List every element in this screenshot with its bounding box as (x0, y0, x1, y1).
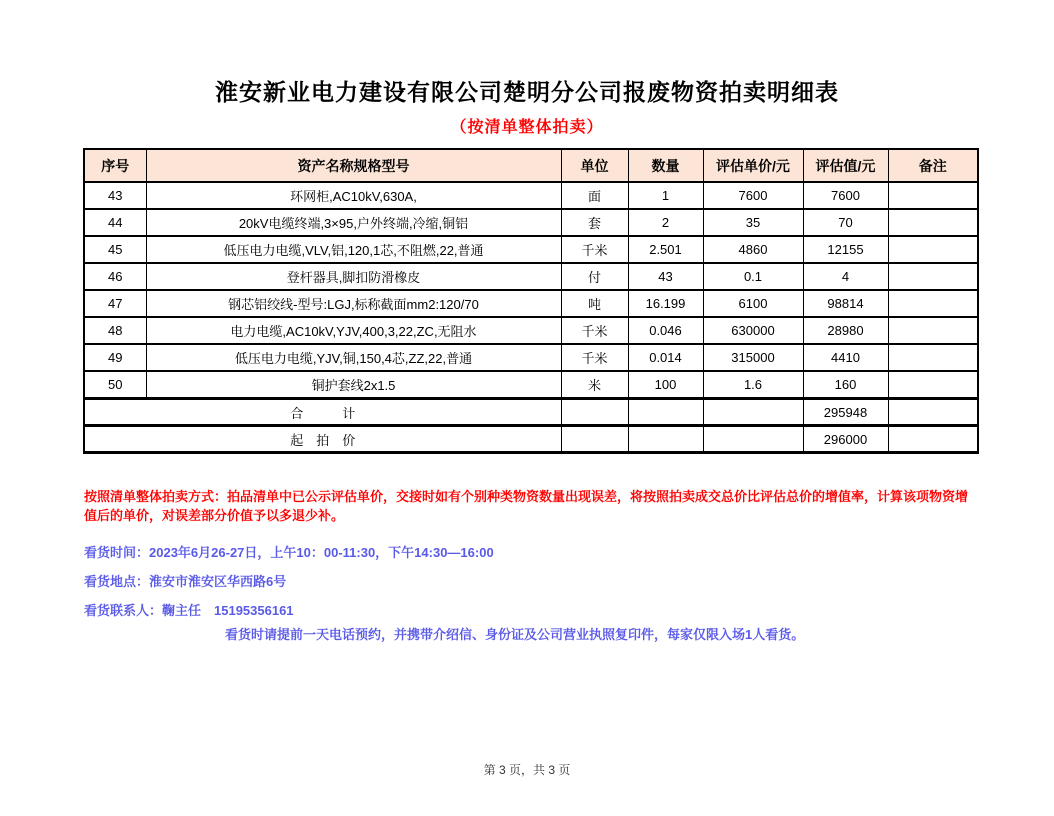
cell-unit: 千米 (561, 236, 628, 263)
cell-name: 环网柜,AC10kV,630A, (146, 182, 561, 209)
cell-no: 48 (84, 317, 146, 344)
cell-qty: 100 (628, 371, 703, 399)
cell-unit: 套 (561, 209, 628, 236)
start-price-row (84, 426, 978, 453)
cell-note (888, 182, 978, 209)
cell-price: 630000 (703, 317, 803, 344)
cell-note (888, 317, 978, 344)
cell-note (888, 263, 978, 290)
cell-note (888, 290, 978, 317)
header-qty: 数量 (628, 149, 703, 182)
cell-value: 4 (803, 263, 888, 290)
cell-no: 44 (84, 209, 146, 236)
cell-no: 46 (84, 263, 146, 290)
cell-qty: 0.014 (628, 344, 703, 371)
cell-name: 铜护套线2x1.5 (146, 371, 561, 399)
view-place-line: 看货地点：淮安市淮安区华西路6号 (84, 574, 287, 589)
cell-value: 28980 (803, 317, 888, 344)
page-title: 淮安新业电力建设有限公司楚明分公司报废物资拍卖明细表 (215, 79, 839, 105)
cell-qty: 2 (628, 209, 703, 236)
cell-price: 0.1 (703, 263, 803, 290)
table-row (84, 236, 978, 263)
cell-empty (628, 399, 703, 426)
table-row (84, 209, 978, 236)
table-row (84, 317, 978, 344)
cell-no: 50 (84, 371, 146, 399)
header-value: 评估值/元 (803, 149, 888, 182)
cell-empty (628, 426, 703, 453)
cell-price: 35 (703, 209, 803, 236)
cell-price: 1.6 (703, 371, 803, 399)
cell-note (888, 236, 978, 263)
cell-name: 低压电力电缆,VLV,铝,120,1芯,不阻燃,22,普通 (146, 236, 561, 263)
auction-rule-note: 按照清单整体拍卖方式：拍品清单中已公示评估单价，交接时如有个别种类物资数量出现误差，将按照拍卖成交总价比评估总价的增值率，计算该项物资增值后的单价，对误差部分价值予以多退少补。 (84, 489, 969, 523)
cell-no: 45 (84, 236, 146, 263)
header-note: 备注 (888, 149, 978, 182)
cell-empty (703, 399, 803, 426)
cell-no: 43 (84, 182, 146, 209)
auction-table (83, 148, 979, 454)
appointment-note: 看货时请提前一天电话预约，并携带介绍信、身份证及公司营业执照复印件，每家仅限入场1人看货。 (225, 627, 805, 642)
header-price: 评估单价/元 (703, 149, 803, 182)
cell-note (888, 344, 978, 371)
cell-unit: 面 (561, 182, 628, 209)
cell-qty: 2.501 (628, 236, 703, 263)
view-contact-line: 看货联系人：鞠主任 15195356161 (84, 603, 294, 618)
cell-price: 6100 (703, 290, 803, 317)
cell-no: 49 (84, 344, 146, 371)
cell-no: 47 (84, 290, 146, 317)
header-unit: 单位 (561, 149, 628, 182)
cell-unit: 米 (561, 371, 628, 399)
cell-value: 160 (803, 371, 888, 399)
cell-name: 电力电缆,AC10kV,YJV,400,3,22,ZC,无阻水 (146, 317, 561, 344)
start-price-label: 起 拍 价 (84, 426, 561, 453)
cell-note (888, 371, 978, 399)
cell-qty: 16.199 (628, 290, 703, 317)
cell-unit: 千米 (561, 317, 628, 344)
view-time-line: 看货时间：2023年6月26-27日，上午10：00-11:30，下午14:30—16:00 (84, 545, 494, 560)
cell-price: 7600 (703, 182, 803, 209)
cell-name: 20kV电缆终端,3×95,户外终端,冷缩,铜铝 (146, 209, 561, 236)
cell-price: 4860 (703, 236, 803, 263)
cell-qty: 0.046 (628, 317, 703, 344)
header-no: 序号 (84, 149, 146, 182)
total-label: 合 计 (84, 399, 561, 426)
table-header-row (84, 149, 978, 182)
cell-value: 4410 (803, 344, 888, 371)
cell-name: 钢芯铝绞线-型号:LGJ,标称截面mm2:120/70 (146, 290, 561, 317)
cell-value: 98814 (803, 290, 888, 317)
cell-empty (888, 399, 978, 426)
cell-name: 低压电力电缆,YJV,铜,150,4芯,ZZ,22,普通 (146, 344, 561, 371)
cell-empty (703, 426, 803, 453)
cell-price: 315000 (703, 344, 803, 371)
cell-empty (561, 426, 628, 453)
table-row (84, 263, 978, 290)
cell-unit: 付 (561, 263, 628, 290)
table-row (84, 290, 978, 317)
cell-note (888, 209, 978, 236)
table-row (84, 344, 978, 371)
cell-unit: 千米 (561, 344, 628, 371)
cell-empty (561, 399, 628, 426)
cell-value: 12155 (803, 236, 888, 263)
header-name: 资产名称规格型号 (146, 149, 561, 182)
cell-qty: 43 (628, 263, 703, 290)
total-row (84, 399, 978, 426)
cell-value: 70 (803, 209, 888, 236)
table-row (84, 182, 978, 209)
total-value: 295948 (803, 399, 888, 426)
page-subtitle: （按清单整体拍卖） (450, 119, 604, 136)
cell-unit: 吨 (561, 290, 628, 317)
cell-value: 7600 (803, 182, 888, 209)
cell-empty (888, 426, 978, 453)
table-row (84, 371, 978, 399)
page-footer: 第 3 页，共 3 页 (483, 763, 571, 777)
start-price-value: 296000 (803, 426, 888, 453)
cell-qty: 1 (628, 182, 703, 209)
cell-name: 登杆器具,脚扣防滑橡皮 (146, 263, 561, 290)
